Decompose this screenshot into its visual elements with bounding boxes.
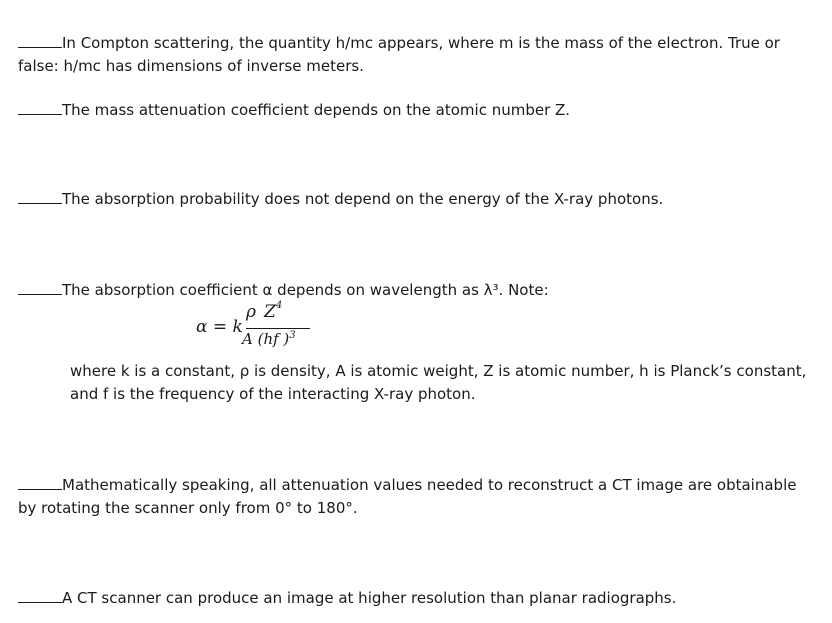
- formula-denominator-base: A (hf ): [242, 330, 290, 348]
- question-1: [18, 30, 808, 78]
- question-text: The absorption coefficient α depends on wavelength as λ³. Note:: [62, 281, 549, 299]
- question-text: The absorption probability does not depend on the energy of the X-ray photons.: [62, 190, 664, 208]
- question-text: In Compton scattering, the quantity h/mc appears, where m is the mass of the electron. True or false: h/mc has dimensions of inverse meters.: [18, 34, 780, 75]
- formula-denominator: [242, 330, 296, 348]
- formula-lhs: α = k: [196, 317, 243, 337]
- question-text: The mass attenuation coefficient depends on the atomic number Z.: [62, 101, 571, 119]
- absorption-formula: [196, 302, 336, 354]
- fraction-bar: [246, 328, 310, 329]
- answer-blank[interactable]: [18, 585, 62, 603]
- question-4: [18, 277, 808, 302]
- answer-blank[interactable]: [18, 277, 62, 295]
- answer-blank[interactable]: [18, 186, 62, 204]
- question-text: A CT scanner can produce an image at higher resolution than planar radiographs.: [62, 589, 677, 607]
- answer-blank[interactable]: [18, 30, 62, 48]
- question-text: Mathematically speaking, all attenuation values needed to reconstruct a CT image are obtainable by rotating the scanner only from 0° to 180°.: [18, 476, 797, 517]
- answer-blank[interactable]: [18, 97, 62, 115]
- formula-denominator-exponent: 3: [289, 330, 296, 341]
- formula-z: Z: [264, 302, 276, 322]
- question-2: [18, 97, 808, 122]
- formula-note: where k is a constant, ρ is density, A is atomic weight, Z is atomic number, h is Planck’s constant, and f is the frequency of the interacting X-ray photon.: [70, 362, 807, 403]
- formula-numerator: [246, 302, 282, 322]
- question-6: [18, 585, 808, 610]
- question-3: [18, 186, 808, 211]
- formula-rho: ρ: [246, 302, 256, 322]
- answer-blank[interactable]: [18, 472, 62, 490]
- question-5: [18, 472, 808, 520]
- formula-z-exponent: 4: [275, 300, 283, 312]
